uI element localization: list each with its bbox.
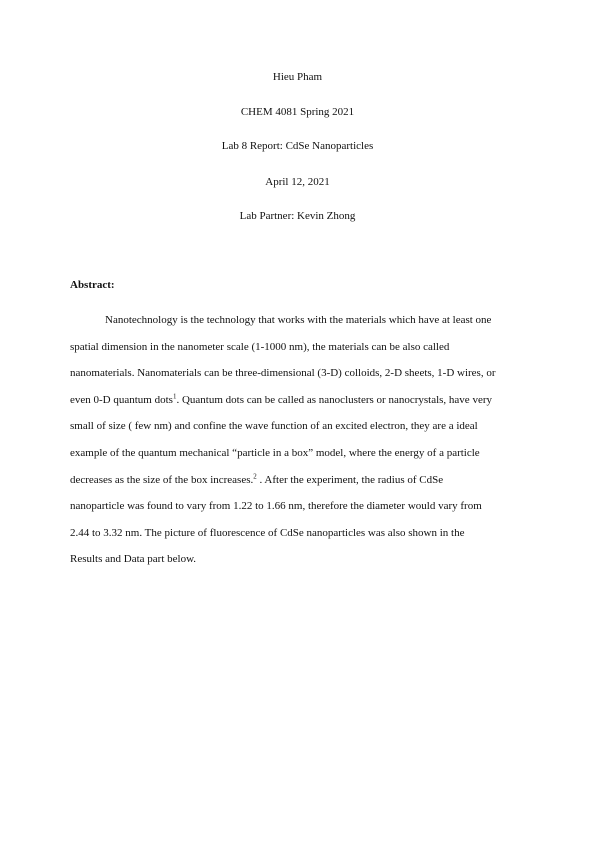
abstract-line: [70, 499, 482, 513]
citation-superscript: 2: [253, 471, 257, 480]
abstract-line: [70, 526, 464, 540]
abstract-line: [70, 393, 492, 407]
report-date: April 12, 2021: [265, 176, 330, 188]
abstract-line-text: Results and Data part below.: [70, 553, 197, 566]
abstract-line-text: 2.44 to 3.32 nm. The picture of fluorescence of CdSe nanoparticles was also shown in the: [70, 526, 465, 539]
lab-partner: Lab Partner: Kevin Zhong: [239, 210, 356, 222]
abstract-line-text: spatial dimension in the nanometer scale (1-1000 nm), the materials can be also called: [70, 340, 450, 353]
author-name: Hieu Pham: [272, 71, 323, 83]
abstract-line: [70, 340, 449, 354]
abstract-line-text: nanoparticle was found to vary from 1.22 to 1.66 nm, therefore the diameter would vary from: [70, 500, 482, 513]
abstract-line: [70, 446, 480, 460]
report-title: Lab 8 Report: CdSe Nanoparticles: [221, 140, 374, 152]
abstract-line-continuation: . Quantum dots can be called as nanoclusters or nanocrystals, have very: [176, 393, 492, 406]
abstract-line-text: even 0-D quantum dots: [70, 393, 173, 406]
abstract-line-text: Nanotechnology is the technology that works with the materials which have at least one: [105, 314, 492, 326]
course-info: CHEM 4081 Spring 2021: [240, 106, 355, 118]
abstract-line-text: example of the quantum mechanical “particle in a box” model, where the energy of a particle: [70, 447, 480, 459]
citation-superscript: 1: [172, 392, 177, 401]
abstract-heading: Abstract:: [70, 279, 115, 291]
abstract-line-text: small of size ( few nm) and confine the wave function of an excited electron, they are a ideal: [70, 420, 478, 433]
abstract-line-text: decreases as the size of the box increases.: [70, 473, 254, 486]
abstract-line-continuation: . After the experiment, the radius of CdSe: [256, 473, 444, 486]
abstract-line: [70, 419, 478, 433]
abstract-line-text: nanomaterials. Nanomaterials can be three-dimensional (3-D) colloids, 2-D sheets, 1-D wires, or: [70, 367, 496, 380]
abstract-line: [70, 366, 496, 380]
abstract-line: [70, 473, 443, 487]
abstract-line: [105, 313, 491, 327]
abstract-line: [70, 552, 196, 566]
